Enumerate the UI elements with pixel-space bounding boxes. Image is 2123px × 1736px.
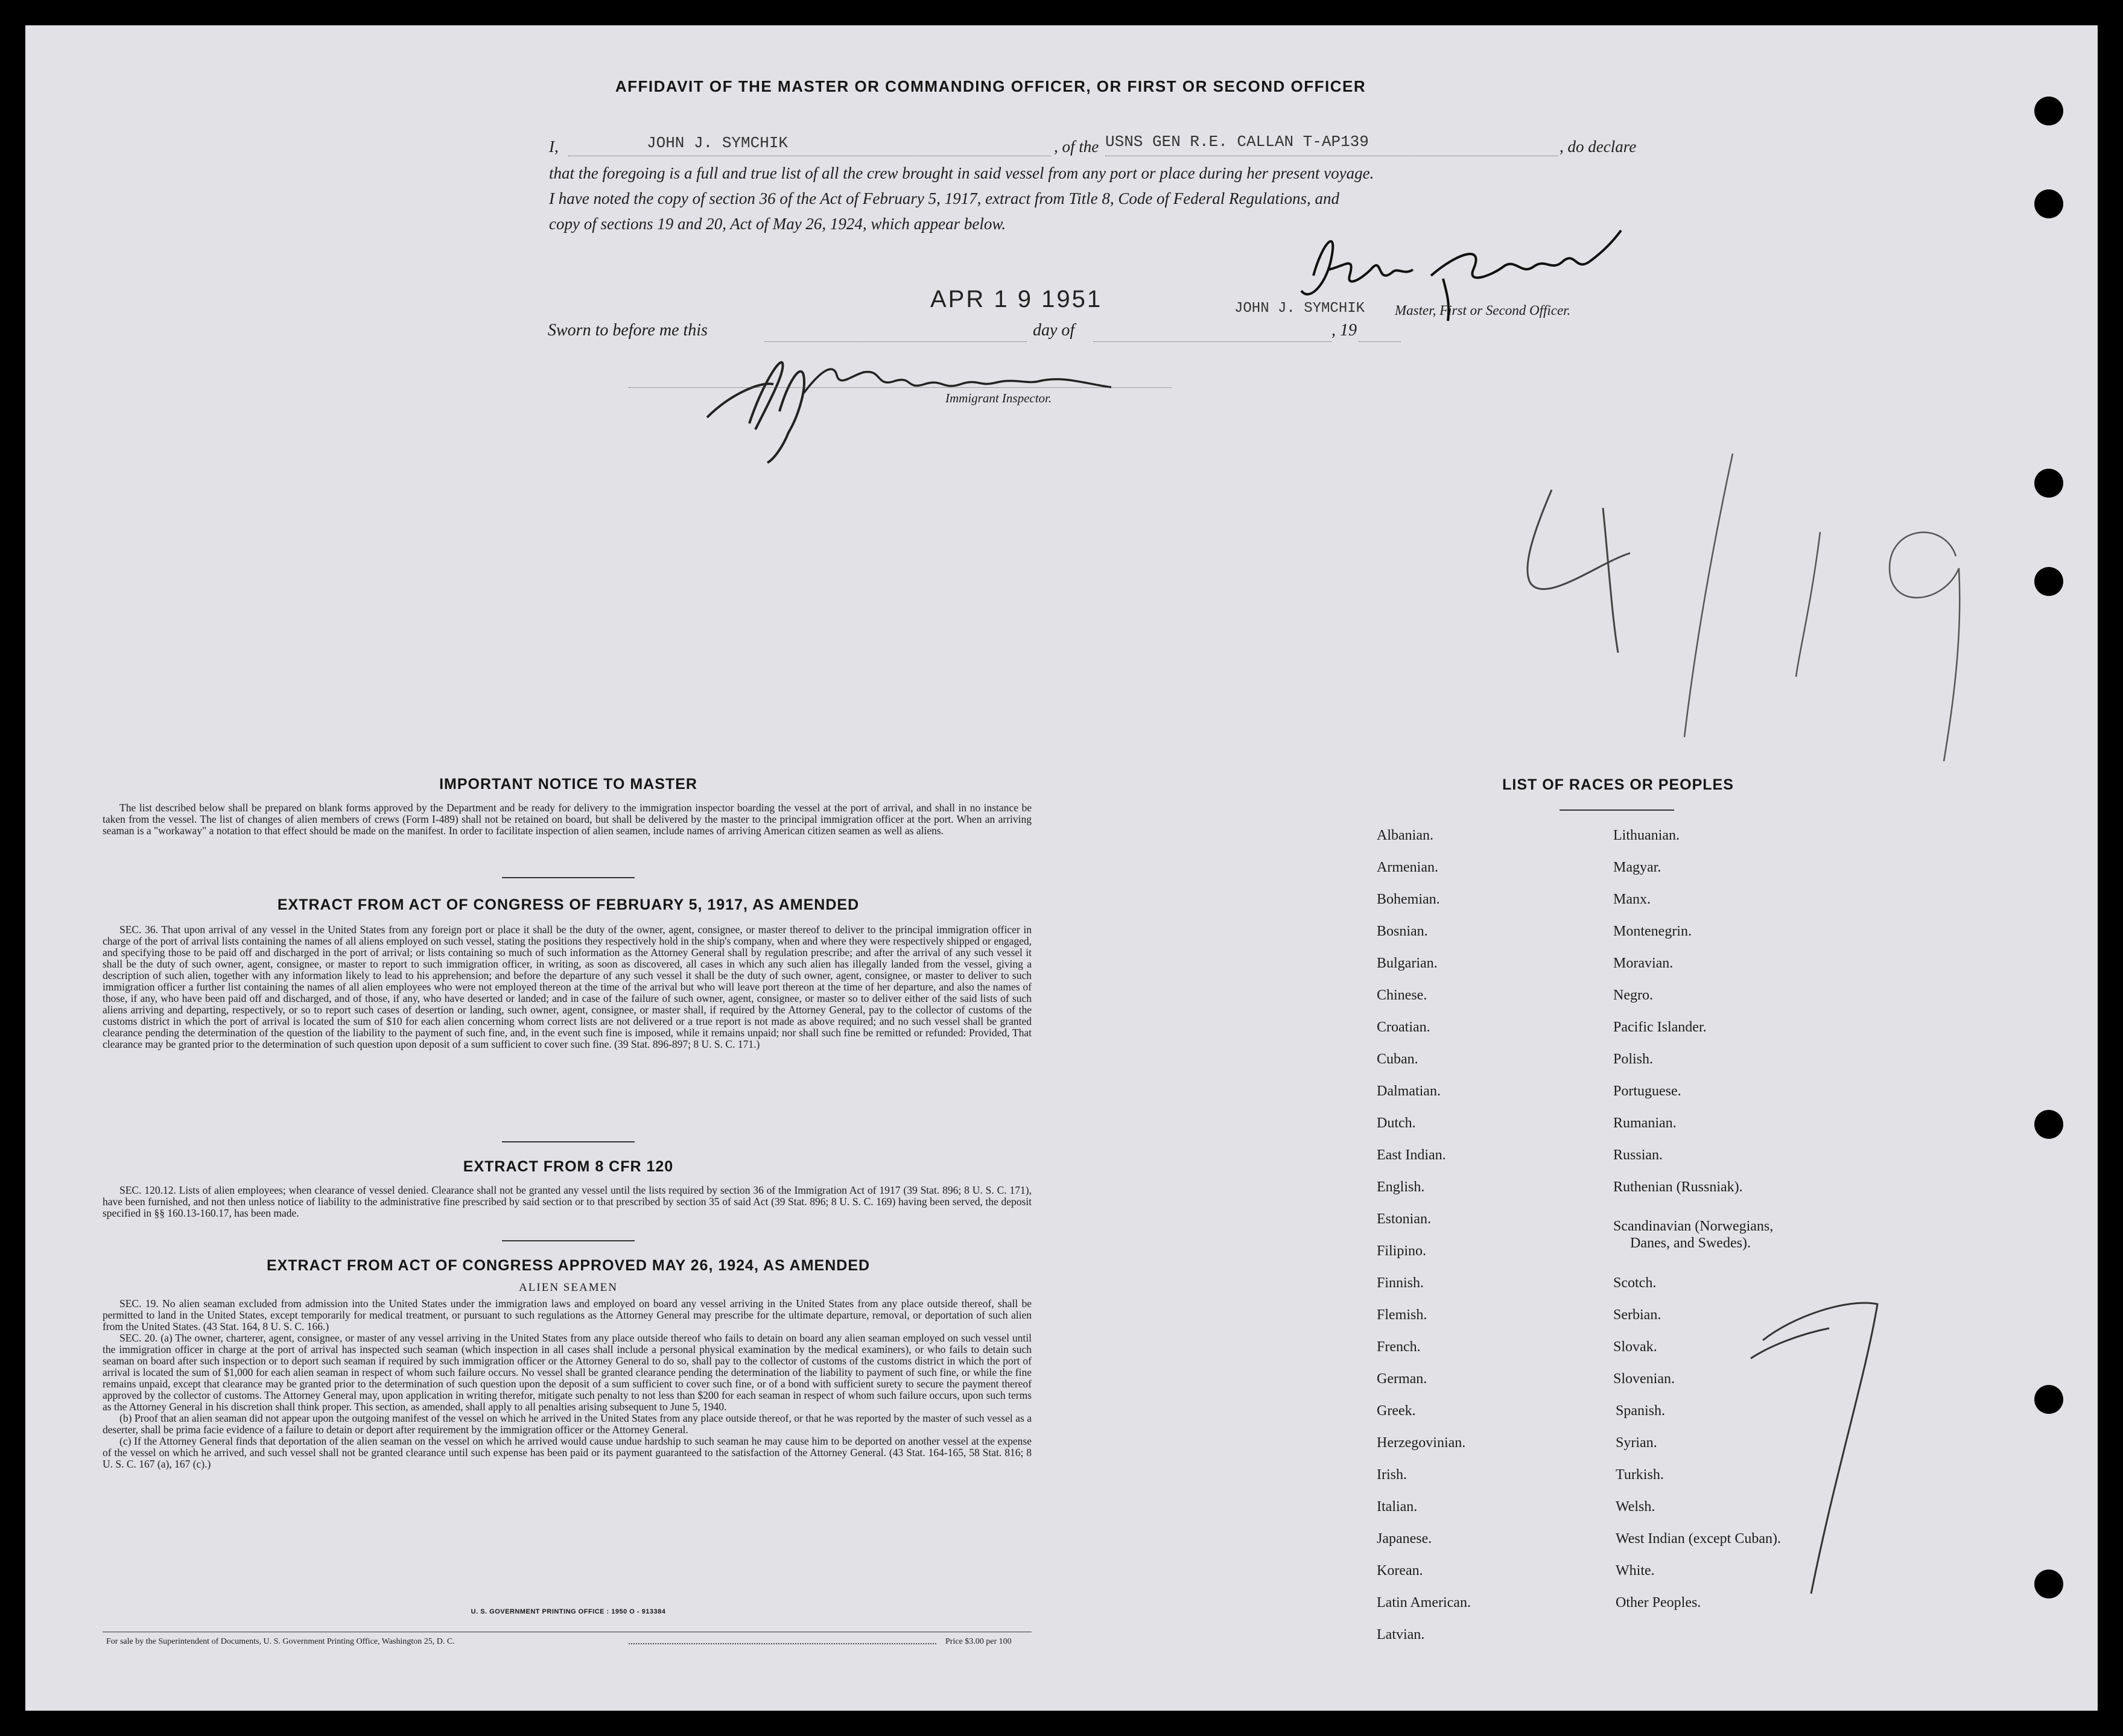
sec-20a-paragraph: SEC. 20. (a) The owner, charterer, agent, consignee, or master of any vessel arriving in the United States from any place outside thereof who fails to detain on board any alien seaman employed on such vessel until the immigration officer in charge at the port of arrival has inspected such seaman (which inspection in all cases shall include a personal physical examination by the medical examiners), or who fails to detain such seaman on board after such inspection or to deport such seaman if required by such immigration officer or the Attorney General to do so, shall pay to the collector of customs of the customs district in which the port of arrival is located the sum of $1,000 for each alien seaman in respect of whom such failure occurs. No vessel shall be granted clearance pending the determination of the liability to payment of such fine, or while the fine remains unpaid, except that clearance may be granted prior to the determination of such question upon the deposit of a sum sufficient to cover such fine, or of a bond with sufficient surety to secure the payment thereof approved by the collector of customs. The Attorney General may, upon application in writing therefor, mitigate such penalty to not less than $200 for each seaman in respect of whom such failure occurs, upon such terms as the Attorney General in his discretion shall think proper. This section, as amended, shall apply to all penalties arising subsequent to June 5, 1940. <box>103 1332 1032 1413</box>
typed-master-name: JOHN J. SYMCHIK <box>1234 300 1365 317</box>
race-item: Russian. <box>1613 1147 1663 1163</box>
race-item: Flemish. <box>1377 1307 1427 1323</box>
race-item: Rumanian. <box>1613 1115 1677 1131</box>
document-page <box>25 25 2098 1711</box>
race-item: Dalmatian. <box>1377 1083 1441 1099</box>
punch-hole <box>2034 469 2063 498</box>
cfr-120-title: EXTRACT FROM 8 CFR 120 <box>463 1158 674 1175</box>
punch-hole <box>2034 189 2063 218</box>
received-date-stamp: APR 1 9 1951 <box>930 286 1103 312</box>
race-item: Estonian. <box>1377 1211 1431 1227</box>
race-item: Italian. <box>1377 1499 1418 1515</box>
race-item: Bulgarian. <box>1377 955 1438 971</box>
sec-19-paragraph: SEC. 19. No alien seaman excluded from admission into the United States under the immigration laws and employed on board any vessel arriving in the United States from any place outside thereof, shall be permitted to land in the United States, except temporarily for medical treatment, or pursuant to such regulations as the Attorney General may prescribe for the ultimate departure, removal, or deportation of such alien from the United States. (43 Stat. 164, 8 U. S. C. 166.) <box>103 1297 1032 1332</box>
race-item: Magyar. <box>1613 860 1661 875</box>
race-item: Armenian. <box>1377 860 1438 875</box>
extract-1917-title: EXTRACT FROM ACT OF CONGRESS OF FEBRUARY 5, 1917, AS AMENDED <box>277 896 860 913</box>
race-item: Scandinavian (Norwegians, <box>1613 1218 1774 1234</box>
race-item: Slovak. <box>1613 1339 1657 1355</box>
race-item: Welsh. <box>1616 1499 1655 1515</box>
race-item: Cuban. <box>1377 1051 1418 1067</box>
vessel-name-value: USNS GEN R.E. CALLAN T-AP139 <box>1105 133 1369 151</box>
race-item: German. <box>1377 1371 1427 1387</box>
race-item: Lithuanian. <box>1613 828 1680 843</box>
race-item: Danes, and Swedes). <box>1630 1235 1751 1251</box>
year-prefix: , 19 <box>1331 321 1357 340</box>
section-divider <box>502 1240 635 1241</box>
race-item: Albanian. <box>1377 828 1433 843</box>
sec-20c-paragraph: (c) If the Attorney General finds that deportation of the alien seaman on the vessel on which he arrived would cause undue hardship to such seaman he may cause him to be deported on another vessel at the expense of the vessel on which he arrived, and such vessel shall not be granted clearance until such expense has been paid or its payment guaranteed to the satisfaction of the Attorney General. (43 Stat. 164-165, 58 Stat. 816; 8 U. S. C. 167 (a), 167 (c).) <box>103 1435 1032 1470</box>
race-item: French. <box>1377 1339 1421 1355</box>
notice-body: The list described below shall be prepared on blank forms approved by the Department and be ready for delivery to the immigration inspector boarding the vessel at the port of arrival, and shall in no instance be taken from the vessel. The list of changes of alien members of crews (Form I-489) shall not be retained on board, but shall be delivered by the master to the principal immigration officer at the port. When an arriving seaman is a "workaway" a notation to that effect should be made on the manifest. In order to facilitate inspection of alien seamen, include names of arriving American citizen seamen as well as aliens. <box>103 802 1032 837</box>
of-the-label: , of the <box>1054 138 1099 156</box>
cfr-120-body: SEC. 120.12. Lists of alien employees; when clearance of vessel denied. Clearance shall not be granted any vessel until the lists required by section 36 of the Immigration Act of 1917 (39 Stat. 896; 8 U. S. C. 171), have been furnished, and not then unless notice of liability to the administrative fine prescribed by said section or to that prescribed by section 35 of said Act (39 Stat. 896; 8 U. S. C. 169) having been served, the deposit specified in §§ 160.13-160.17, has been made. <box>103 1184 1032 1219</box>
race-item: Korean. <box>1377 1563 1423 1579</box>
race-item: Serbian. <box>1613 1307 1661 1323</box>
race-item: White. <box>1616 1563 1655 1579</box>
race-item: East Indian. <box>1377 1147 1446 1163</box>
sworn-year-line <box>1359 341 1401 342</box>
races-title: LIST OF RACES OR PEOPLES <box>1502 776 1734 793</box>
race-item: West Indian (except Cuban). <box>1616 1531 1781 1547</box>
race-item: Dutch. <box>1377 1115 1416 1131</box>
race-item: Croatian. <box>1377 1019 1430 1035</box>
races-title-rule <box>1560 809 1674 811</box>
punch-hole <box>2034 97 2063 125</box>
section-divider <box>502 877 635 878</box>
extract-1924-title: EXTRACT FROM ACT OF CONGRESS APPROVED MAY 26, 1924, AS AMENDED <box>266 1257 871 1274</box>
race-item: Chinese. <box>1377 987 1427 1003</box>
punch-hole <box>2034 1110 2063 1139</box>
race-item: Spanish. <box>1616 1403 1666 1419</box>
sec-20b-paragraph: (b) Proof that an alien seaman did not appear upon the outgoing manifest of the vessel on which he arrived in the United States from any place outside thereof, or that he was reported by the master of such vessel as a deserter, shall be prima facie evidence of a failure to detain or deport after requirement by the immigration officer or the Attorney General. <box>103 1412 1032 1436</box>
race-item: Manx. <box>1613 892 1651 907</box>
sworn-label: Sworn to before me this <box>548 321 708 340</box>
race-item: Latin American. <box>1377 1595 1471 1611</box>
race-item: Irish. <box>1377 1467 1407 1483</box>
affidavit-title: AFFIDAVIT OF THE MASTER OR COMMANDING OFFICER, OR FIRST OR SECOND OFFICER <box>615 77 1366 95</box>
inspector-signature <box>677 339 1172 466</box>
race-item: Finnish. <box>1377 1275 1424 1291</box>
race-item: Bosnian. <box>1377 923 1428 939</box>
race-item: Scotch. <box>1613 1275 1657 1291</box>
race-item: Polish. <box>1613 1051 1654 1067</box>
race-item: Syrian. <box>1616 1435 1657 1451</box>
day-of-label: day of <box>1033 321 1075 340</box>
extract-1924-body <box>103 1298 1032 1470</box>
gpo-imprint: U. S. GOVERNMENT PRINTING OFFICE : 1950 O - 913384 <box>471 1608 666 1615</box>
race-item: Filipino. <box>1377 1243 1427 1259</box>
race-item: Montenegrin. <box>1613 923 1692 939</box>
footer-leaders <box>629 1635 936 1644</box>
section-divider <box>502 1141 635 1142</box>
race-item: Portuguese. <box>1613 1083 1681 1099</box>
punch-hole <box>2034 567 2063 596</box>
extract-1917-body: SEC. 36. That upon arrival of any vessel in the United States from any foreign port or place it shall be the duty of the owner, agent, consignee, or master thereof to deliver to the principal immigration officer in charge of the port of arrival lists containing the names of all aliens employed on such vessel, stating the positions they respectively hold in the ship's company, when and where they were respectively shipped or engaged, and specifying those to be paid off and discharged in the port of arrival; or lists containing so much of such information as the Attorney General shall by regulation prescribe; and after the arrival of any such vessel it shall be the duty of such owner, agent, consignee, or master to report to such immigration officer, in writing, as soon as discovered, all cases in which any such alien has illegally landed from the vessel, giving a description of such alien, together with any information likely to lead to his apprehension; and before the departure of any such vessel it shall be the duty of such owner, agent, consignee, or master to deliver to such immigration officer a further list containing the names of all alien employees who were not employed thereon at the time of the arrival but who will leave port thereon at the time of her departure, and also the names of those, if any, who have been paid off and discharged, and of those, if any, who have deserted or landed; and in case of the failure of such owner, agent, consignee, or master so to deliver either of the said lists of such aliens arriving and departing, respectively, or so to report such cases of desertion or landing, such owner, agent, consignee, or master shall, if required by the Attorney General, pay to the collector of customs of the customs district in which the port of arrival is located the sum of $10 for each alien concerning whom correct lists are not delivered or a true report is not made as above required; and no such vessel shall be granted clearance pending the determination of the question of the liability to the payment of such fine, and, in the event such fine is imposed, while it remains unpaid; nor shall such fine be remitted or refunded: Provided, That clearance may be granted prior to the determination of such question upon deposit of a sum sufficient to cover such fine. (39 Stat. 896-897; 8 U. S. C. 171.) <box>103 923 1032 1050</box>
footer-price: Price $3.00 per 100 <box>945 1637 1012 1646</box>
master-caption: Master, First or Second Officer. <box>1395 303 1571 318</box>
handwritten-mark <box>1727 1280 1920 1618</box>
affidavit-line-2: that the foregoing is a full and true list of all the crew brought in said vessel from any port or place during her present voyage. <box>549 164 1374 182</box>
race-item: Other Peoples. <box>1616 1595 1701 1611</box>
race-item: Latvian. <box>1377 1627 1425 1643</box>
race-item: Moravian. <box>1613 955 1674 971</box>
affidavit-line-4: copy of sections 19 and 20, Act of May 26, 1924, which appear below. <box>549 215 1006 233</box>
race-item: Japanese. <box>1377 1531 1432 1547</box>
punch-hole <box>2034 1385 2063 1414</box>
race-item: Slovenian. <box>1613 1371 1675 1387</box>
inspector-caption: Immigrant Inspector. <box>945 391 1052 405</box>
race-item: Bohemian. <box>1377 892 1440 907</box>
alien-seamen-subtitle: ALIEN SEAMEN <box>519 1281 618 1294</box>
footer-sale-note: For sale by the Superintendent of Documents, U. S. Government Printing Office, Washington 25, D. C. <box>106 1637 455 1646</box>
race-item: English. <box>1377 1179 1425 1195</box>
race-item: Turkish. <box>1616 1467 1664 1483</box>
do-declare-label: , do declare <box>1560 138 1637 156</box>
punch-hole <box>2034 1570 2063 1598</box>
race-item: Pacific Islander. <box>1613 1019 1707 1035</box>
race-item: Ruthenian (Russniak). <box>1613 1179 1743 1195</box>
affidavit-line-3: I have noted the copy of section 36 of the Act of February 5, 1917, extract from Title 8, Code of Federal Regulations, and <box>549 189 1340 207</box>
handwritten-crew-count <box>1497 411 1992 785</box>
race-item: Greek. <box>1377 1403 1416 1419</box>
master-name-value: JOHN J. SYMCHIK <box>647 134 789 152</box>
affidavit-i-label: I, <box>549 138 559 156</box>
race-item: Herzegovinian. <box>1377 1435 1466 1451</box>
inspector-line <box>629 387 1172 388</box>
notice-title: IMPORTANT NOTICE TO MASTER <box>439 776 697 793</box>
race-item: Negro. <box>1613 987 1653 1003</box>
